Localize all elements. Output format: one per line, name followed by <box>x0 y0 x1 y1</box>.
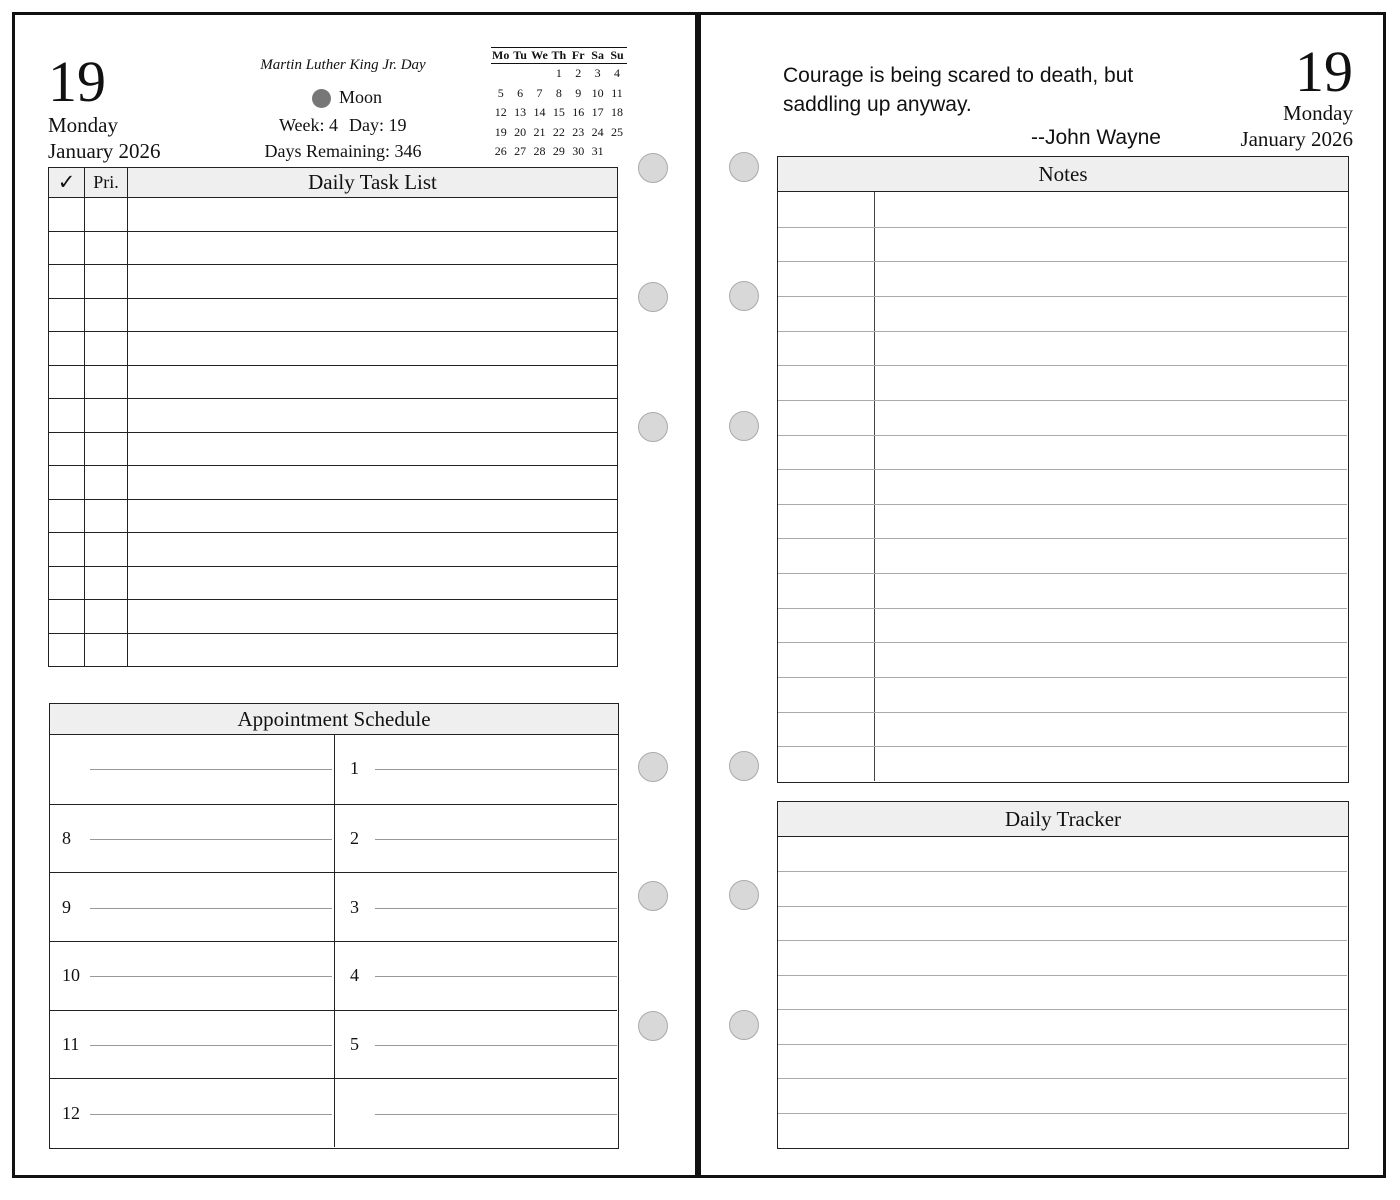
weekday: Monday <box>1283 101 1353 125</box>
notes-line <box>778 573 1347 574</box>
task-row[interactable] <box>49 600 618 634</box>
appointment-slot[interactable] <box>50 941 334 1010</box>
appointment-write-line <box>90 839 332 840</box>
appointment-slot[interactable] <box>50 735 334 804</box>
task-row[interactable] <box>49 533 618 567</box>
daily-tracker-title: Daily Tracker <box>778 802 1348 837</box>
binder-hole <box>729 281 759 311</box>
tracker-line <box>778 1113 1347 1114</box>
appointment-hour-label: 11 <box>62 1033 80 1054</box>
appointment-write-line <box>90 976 332 977</box>
appointment-slot[interactable] <box>334 804 617 873</box>
notes-line <box>778 261 1347 262</box>
task-text-cell[interactable] <box>128 566 618 600</box>
task-check-cell[interactable] <box>49 332 85 366</box>
task-check-cell[interactable] <box>49 533 85 567</box>
mini-calendar-date: 2 <box>575 66 582 80</box>
binder-hole <box>729 152 759 182</box>
mini-calendar-week <box>491 84 627 104</box>
appointment-grid <box>50 735 617 1147</box>
task-text-cell[interactable] <box>128 633 618 667</box>
mini-calendar-date: 10 <box>591 85 604 100</box>
task-check-cell[interactable] <box>49 265 85 299</box>
mini-calendar-date: 31 <box>591 144 604 158</box>
appointment-schedule <box>49 703 619 1149</box>
task-priority-cell[interactable] <box>85 332 128 366</box>
appointment-slot[interactable] <box>334 735 617 804</box>
check-column-header: ✓ <box>49 168 85 198</box>
mini-calendar-date: 4 <box>614 66 621 80</box>
mini-calendar-date: 12 <box>494 105 507 119</box>
mini-calendar-date: 13 <box>514 105 527 119</box>
mini-calendar-date: 14 <box>533 105 546 119</box>
tracker-line <box>778 1078 1347 1079</box>
notes-line <box>778 469 1347 470</box>
mini-calendar-date: 17 <box>591 105 604 119</box>
task-text-cell[interactable] <box>128 533 618 567</box>
appointment-hour-label: 1 <box>350 758 359 779</box>
task-text-cell[interactable] <box>128 600 618 634</box>
appointment-slot[interactable] <box>334 872 617 941</box>
notes-line <box>778 365 1347 366</box>
task-text-cell[interactable] <box>128 499 618 533</box>
appointment-slot[interactable] <box>334 941 617 1010</box>
mini-calendar-date: 18 <box>611 105 624 119</box>
holiday-label: Martin Luther King Jr. Day <box>260 57 426 73</box>
task-priority-cell[interactable] <box>85 432 128 466</box>
mini-calendar-dayname: Mo <box>492 48 510 62</box>
notes-line <box>778 400 1347 401</box>
task-row[interactable] <box>49 198 618 232</box>
task-list-table <box>48 167 618 667</box>
appointment-write-line <box>375 1045 617 1046</box>
appointment-write-line <box>375 769 617 770</box>
mini-calendar-date: 5 <box>497 85 504 100</box>
mini-calendar-dayname: Sa <box>591 48 604 62</box>
tracker-line <box>778 906 1347 907</box>
task-row[interactable] <box>49 332 618 366</box>
notes-line <box>778 331 1347 332</box>
task-text-cell[interactable] <box>128 198 618 232</box>
task-list-body <box>49 198 618 667</box>
task-check-cell[interactable] <box>49 298 85 332</box>
task-check-cell[interactable] <box>49 466 85 500</box>
tracker-line <box>778 1009 1347 1010</box>
task-text-cell[interactable] <box>128 399 618 433</box>
mini-calendar-date: 25 <box>611 124 624 139</box>
notes-line <box>778 677 1347 678</box>
task-list-title: Daily Task List <box>128 168 618 198</box>
appointment-write-line <box>90 1114 332 1115</box>
mini-calendar-date: 1 <box>555 66 562 80</box>
appointment-write-line <box>375 1114 617 1115</box>
mini-calendar-date: 16 <box>572 105 585 119</box>
mini-calendar-date: 9 <box>575 85 582 100</box>
mini-calendar-date: 26 <box>494 144 507 158</box>
mini-calendar-date: 21 <box>533 124 546 139</box>
binder-hole <box>638 752 668 782</box>
mini-calendar-date: 11 <box>611 85 623 100</box>
binder-hole <box>729 411 759 441</box>
mini-calendar-dayname: Tu <box>513 48 527 62</box>
mini-calendar <box>491 47 627 162</box>
appointment-hour-label: 3 <box>350 896 359 917</box>
appointment-hour-label: 5 <box>350 1033 359 1054</box>
appointment-write-line <box>375 976 617 977</box>
mini-calendar-dayname: Fr <box>571 48 585 62</box>
tracker-line <box>778 940 1347 941</box>
priority-column-header: Pri. <box>85 168 128 198</box>
mini-calendar-week <box>491 64 627 84</box>
appointment-write-line <box>90 908 332 909</box>
appointment-write-line <box>90 769 332 770</box>
tracker-line <box>778 871 1347 872</box>
days-remaining: Days Remaining: 346 <box>264 141 422 161</box>
mini-calendar-date: 29 <box>552 144 565 158</box>
task-check-cell[interactable] <box>49 633 85 667</box>
task-priority-cell[interactable] <box>85 466 128 500</box>
task-priority-cell[interactable] <box>85 633 128 667</box>
task-priority-cell[interactable] <box>85 265 128 299</box>
task-check-cell[interactable] <box>49 198 85 232</box>
mini-calendar-date: 6 <box>517 85 524 100</box>
appointment-schedule-title: Appointment Schedule <box>50 704 618 735</box>
mini-calendar-date: 20 <box>514 124 527 139</box>
quote-text: Courage is being scared to death, but saddling up anyway. <box>783 64 1134 116</box>
notes-line <box>778 538 1347 539</box>
mini-calendar-date: 22 <box>552 124 565 139</box>
quote-author: --John Wayne <box>1031 126 1161 149</box>
appointment-slot[interactable] <box>334 1010 617 1079</box>
week-label: Week: 4 <box>279 115 339 135</box>
notes-section <box>777 156 1349 783</box>
task-row[interactable] <box>49 365 618 399</box>
binder-hole <box>729 1010 759 1040</box>
task-priority-cell[interactable] <box>85 231 128 265</box>
binder-hole <box>638 1011 668 1041</box>
notes-title: Notes <box>778 157 1348 192</box>
task-row[interactable] <box>49 432 618 466</box>
task-check-cell[interactable] <box>49 600 85 634</box>
appointment-slot[interactable] <box>50 1078 334 1147</box>
mini-calendar-dayname: Su <box>610 48 624 62</box>
appointment-hour-label: 8 <box>62 827 71 848</box>
binder-hole <box>638 412 668 442</box>
task-priority-cell[interactable] <box>85 365 128 399</box>
mini-calendar-date: 23 <box>572 124 585 139</box>
appointment-slot[interactable] <box>50 872 334 941</box>
weekday: Monday <box>48 113 118 137</box>
notes-line <box>778 296 1347 297</box>
left-page <box>12 12 698 1178</box>
task-text-cell[interactable] <box>128 432 618 466</box>
month-year: January 2026 <box>48 139 161 163</box>
notes-line <box>778 227 1347 228</box>
right-page <box>698 12 1386 1178</box>
task-text-cell[interactable] <box>128 466 618 500</box>
moon-icon <box>312 89 331 108</box>
appointment-hour-label: 2 <box>350 827 359 848</box>
task-priority-cell[interactable] <box>85 566 128 600</box>
appointment-write-line <box>90 1045 332 1046</box>
mini-calendar-dayname: Th <box>551 48 567 62</box>
mini-calendar-header <box>491 47 627 64</box>
mini-calendar-week <box>491 123 627 143</box>
notes-line <box>778 712 1347 713</box>
mini-calendar-date: 24 <box>591 124 604 139</box>
notes-margin-line <box>874 192 875 781</box>
task-check-cell[interactable] <box>49 499 85 533</box>
mini-calendar-date: 19 <box>494 124 507 139</box>
mini-calendar-date <box>530 64 549 84</box>
task-row[interactable] <box>49 566 618 600</box>
mini-calendar-date <box>607 142 626 162</box>
tracker-line <box>778 975 1347 976</box>
notes-line <box>778 608 1347 609</box>
task-priority-cell[interactable] <box>85 499 128 533</box>
day-of-year-label: Day: 19 <box>349 115 407 135</box>
month-year: January 2026 <box>1240 127 1353 151</box>
mini-calendar-weeks <box>491 64 627 162</box>
appointment-slot[interactable] <box>50 804 334 873</box>
binder-hole <box>638 153 668 183</box>
mini-calendar-date: 28 <box>533 144 546 158</box>
task-check-cell[interactable] <box>49 432 85 466</box>
moon-label: Moon <box>339 87 383 107</box>
day-number: 19 <box>48 49 106 114</box>
task-priority-cell[interactable] <box>85 533 128 567</box>
task-row[interactable] <box>49 499 618 533</box>
appointment-write-line <box>375 839 617 840</box>
appointment-slot[interactable] <box>334 1078 617 1147</box>
mini-calendar-date <box>491 64 510 84</box>
task-check-cell[interactable] <box>49 566 85 600</box>
task-check-cell[interactable] <box>49 399 85 433</box>
day-number: 19 <box>1295 39 1353 104</box>
task-priority-cell[interactable] <box>85 600 128 634</box>
daily-tracker-section <box>777 801 1349 1149</box>
task-priority-cell[interactable] <box>85 399 128 433</box>
appointment-slot[interactable] <box>50 1010 334 1079</box>
appointment-hour-label: 10 <box>62 965 80 986</box>
mini-calendar-date <box>510 64 529 84</box>
task-text-cell[interactable] <box>128 265 618 299</box>
appointment-hour-label: 4 <box>350 965 359 986</box>
task-text-cell[interactable] <box>128 231 618 265</box>
task-priority-cell[interactable] <box>85 198 128 232</box>
task-text-cell[interactable] <box>128 332 618 366</box>
notes-line <box>778 504 1347 505</box>
notes-line <box>778 642 1347 643</box>
mini-calendar-week <box>491 103 627 123</box>
task-text-cell[interactable] <box>128 365 618 399</box>
task-row[interactable] <box>49 466 618 500</box>
tracker-line <box>778 1044 1347 1045</box>
task-row[interactable] <box>49 298 618 332</box>
task-check-cell[interactable] <box>49 231 85 265</box>
mini-calendar-date: 15 <box>552 105 565 119</box>
task-row[interactable] <box>49 231 618 265</box>
mini-calendar-dayname: We <box>531 48 548 62</box>
notes-line <box>778 746 1347 747</box>
notes-line <box>778 435 1347 436</box>
task-text-cell[interactable] <box>128 298 618 332</box>
task-row[interactable] <box>49 399 618 433</box>
task-row[interactable] <box>49 633 618 667</box>
task-row[interactable] <box>49 265 618 299</box>
binder-hole <box>729 880 759 910</box>
appointment-write-line <box>375 908 617 909</box>
binder-hole <box>729 751 759 781</box>
mini-calendar-date: 8 <box>555 85 562 100</box>
mini-calendar-week <box>491 142 627 162</box>
appointment-hour-label: 9 <box>62 896 71 917</box>
task-check-cell[interactable] <box>49 365 85 399</box>
binder-hole <box>638 282 668 312</box>
mini-calendar-date: 30 <box>572 144 585 158</box>
task-priority-cell[interactable] <box>85 298 128 332</box>
mini-calendar-date: 7 <box>536 85 543 100</box>
mini-calendar-date: 27 <box>514 144 527 158</box>
binder-hole <box>638 881 668 911</box>
mini-calendar-date: 3 <box>594 66 601 80</box>
appointment-hour-label: 12 <box>62 1102 80 1123</box>
